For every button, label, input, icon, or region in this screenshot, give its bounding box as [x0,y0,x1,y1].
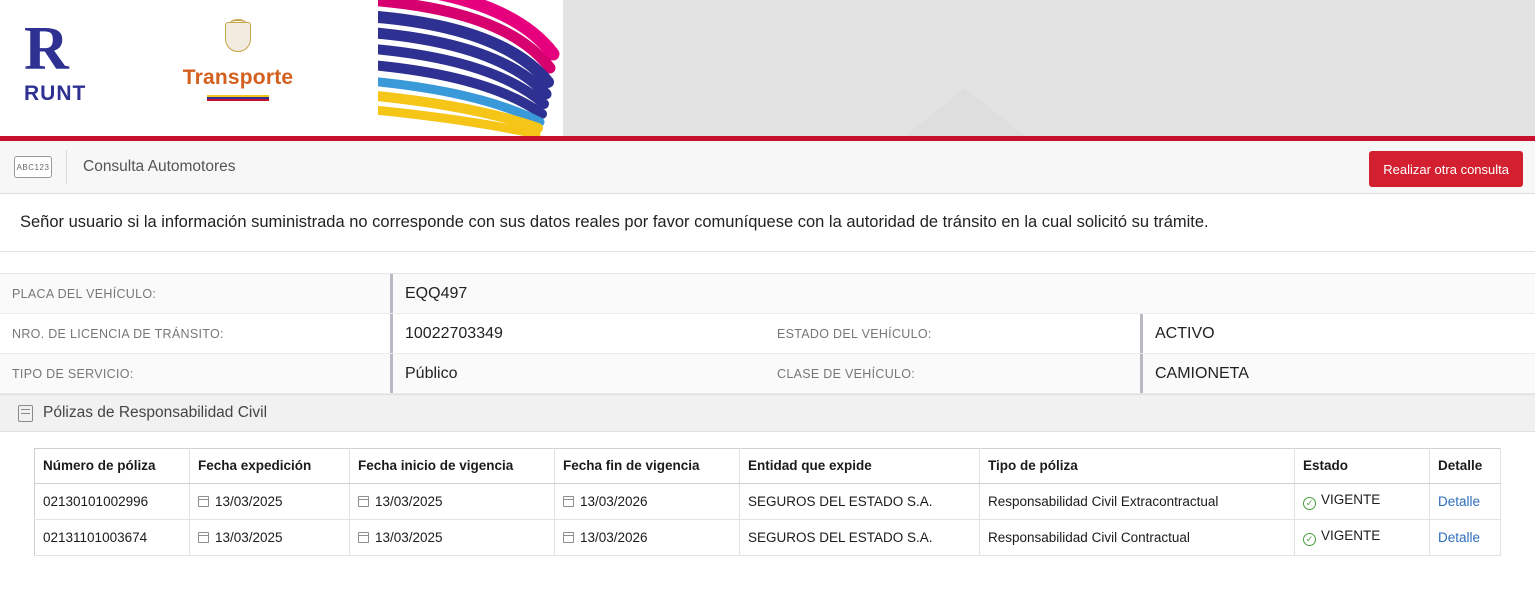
cell-fecha-fin [555,520,740,556]
cell-fecha-inicio [350,520,555,556]
page-header [0,0,1535,136]
gov-swoosh-graphic [378,0,568,136]
colombia-shield-icon [221,22,255,62]
cell-fecha-expedicion-text: 13/03/2025 [215,493,283,509]
polizas-table-area [0,432,1535,556]
cell-fecha-fin-text: 13/03/2026 [580,529,648,545]
calendar-icon [198,496,209,507]
cell-detalle[interactable] [1430,520,1501,556]
cell-estado [1295,484,1430,520]
status-badge: VIGENTE [1321,492,1381,507]
cell-fecha-inicio [350,484,555,520]
cell-entidad: SEGUROS DEL ESTADO S.A. [740,520,980,556]
detalle-link[interactable]: Detalle [1438,529,1481,545]
cell-detalle[interactable] [1430,484,1501,520]
cell-fecha-inicio-text: 13/03/2025 [375,493,443,509]
cell-fecha-fin [555,484,740,520]
header-grey-panel [563,0,1535,136]
polizas-section-title: Pólizas de Responsabilidad Civil [43,404,268,421]
label-clase-vehiculo: CLASE DE VEHÍCULO: [777,366,916,381]
col-tipo-poliza: Tipo de póliza [980,449,1295,484]
cell-entidad: SEGUROS DEL ESTADO S.A. [740,484,980,520]
table-row [35,484,1501,520]
runt-logo-mark: R [24,15,67,83]
colombia-flag-bars [207,95,269,101]
col-entidad: Entidad que expide [740,449,980,484]
cell-fecha-expedicion [190,520,350,556]
plate-icon: ABC123 [14,156,52,178]
polizas-section-header [0,394,1535,432]
calendar-icon [358,532,369,543]
col-numero-poliza: Número de póliza [35,449,190,484]
col-detalle: Detalle [1430,449,1501,484]
value-estado-vehiculo: ACTIVO [1140,314,1535,353]
cell-tipo-poliza: Responsabilidad Civil Contractual [980,520,1295,556]
runt-logo-text: RUNT [24,82,87,105]
label-tipo-servicio: TIPO DE SERVICIO: [12,366,134,381]
col-fecha-fin: Fecha fin de vigencia [555,449,740,484]
calendar-icon [563,532,574,543]
notice-message: Señor usuario si la información suministrada no corresponde con sus datos reales por favor comuníquese con la autoridad de tránsito en la cual solicitó su trámite. [0,194,1535,252]
header-chevron-decoration [905,88,1025,136]
col-estado: Estado [1295,449,1430,484]
cell-numero-poliza: 02131101003674 [35,520,190,556]
check-circle-icon: ✓ [1303,497,1316,510]
info-row-servicio [0,354,1535,394]
list-icon [18,405,33,422]
info-row-placa [0,274,1535,314]
value-placa: EQQ497 [390,274,1535,313]
table-row [35,520,1501,556]
nueva-consulta-button[interactable]: Realizar otra consulta [1369,151,1523,187]
cell-fecha-fin-text: 13/03/2026 [580,493,648,509]
breadcrumb-divider [66,150,67,184]
cell-fecha-inicio-text: 13/03/2025 [375,529,443,545]
status-badge: VIGENTE [1321,528,1381,543]
col-fecha-expedicion: Fecha expedición [190,449,350,484]
page-title: Consulta Automotores [83,158,236,175]
calendar-icon [563,496,574,507]
col-fecha-inicio: Fecha inicio de vigencia [350,449,555,484]
cell-fecha-expedicion [190,484,350,520]
check-circle-icon: ✓ [1303,533,1316,546]
vehicle-info-table [0,273,1535,394]
cell-tipo-poliza: Responsabilidad Civil Extracontractual [980,484,1295,520]
mintransporte-logo-text: Transporte [182,66,294,89]
breadcrumb-bar [0,141,1535,194]
calendar-icon [198,532,209,543]
detalle-link[interactable]: Detalle [1438,493,1481,509]
info-row-licencia [0,314,1535,354]
label-placa: PLACA DEL VEHÍCULO: [12,286,157,301]
runt-logo[interactable] [24,15,98,118]
table-header-row [35,449,1501,484]
label-estado-vehiculo: ESTADO DEL VEHÍCULO: [777,326,932,341]
value-tipo-servicio: Público [390,354,765,393]
cell-fecha-expedicion-text: 13/03/2025 [215,529,283,545]
polizas-table [34,448,1501,556]
cell-estado [1295,520,1430,556]
label-licencia: NRO. DE LICENCIA DE TRÁNSITO: [12,326,224,341]
value-clase-vehiculo: CAMIONETA [1140,354,1535,393]
calendar-icon [358,496,369,507]
value-licencia: 10022703349 [390,314,765,353]
mintransporte-logo [170,22,306,101]
cell-numero-poliza: 02130101002996 [35,484,190,520]
